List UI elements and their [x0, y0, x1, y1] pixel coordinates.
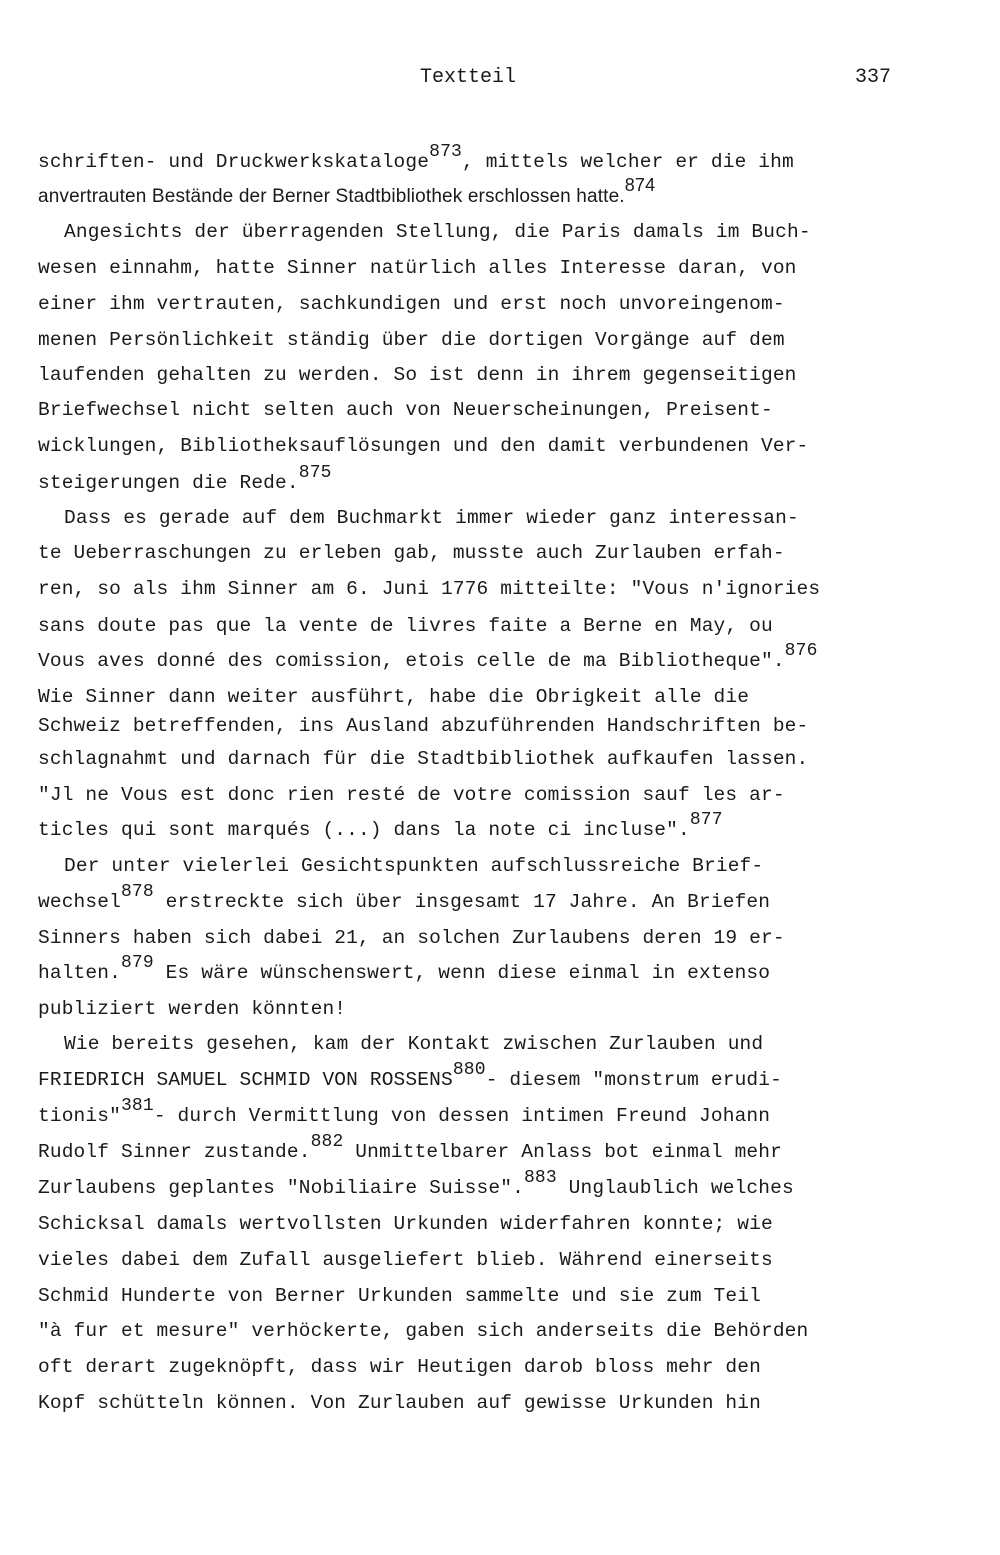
text-line: Dass es gerade auf dem Buchmarkt immer wieder ganz interessan-: [64, 507, 799, 529]
text-line: Schmid Hunderte von Berner Urkunden sammelte und sie zum Teil: [38, 1285, 761, 1307]
text-line: Der unter vielerlei Gesichtspunkten aufschlussreiche Brief-: [64, 855, 764, 877]
text-line: sans doute pas que la vente de livres faite a Berne en May, ou: [38, 615, 773, 637]
footnote-ref: 381: [120, 1095, 154, 1116]
text-line: Rudolf Sinner zustande.$^{882}$ Unmittelbarer Anlass bot einmal mehr: [38, 1131, 782, 1163]
footnote-ref: 879: [120, 952, 154, 973]
text-line: Wie bereits gesehen, kam der Kontakt zwischen Zurlauben und: [64, 1033, 764, 1055]
text-line: Briefwechsel nicht selten auch von Neuerscheinungen, Preisent-: [38, 399, 773, 421]
text-line: te Ueberraschungen zu erleben gab, musste auch Zurlauben erfah-: [38, 542, 785, 564]
text-line: halten.$^{879}$ Es wäre wünschenswert, wenn diese einmal in extenso: [38, 952, 771, 984]
footnote-ref: 878: [120, 881, 154, 902]
text-line: Schicksal damals wertvollsten Urkunden widerfahren konnte; wie: [38, 1213, 773, 1235]
text-line: wicklungen, Bibliotheksauflösungen und den damit verbundenen Ver-: [38, 435, 809, 457]
text-line: Wie Sinner dann weiter ausführt, habe die Obrigkeit alle die: [38, 686, 750, 708]
text-line: publiziert werden könnten!: [38, 998, 347, 1020]
text-line: Zurlaubens geplantes "Nobiliaire Suisse".$^{883}$ Unglaublich welches: [38, 1167, 794, 1199]
text-line: Kopf schütteln können. Von Zurlauben auf gewisse Urkunden hin: [38, 1392, 761, 1414]
text-line: oft derart zugeknöpft, dass wir Heutigen darob bloss mehr den: [38, 1356, 761, 1378]
text-line: FRIEDRICH SAMUEL SCHMID VON ROSSENS$^{880}$- diesem "monstrum erudi-: [38, 1059, 782, 1091]
text-line: tionis"$^{381}$- durch Vermittlung von dessen intimen Freund Johann: [38, 1095, 771, 1127]
text-line: laufenden gehalten zu werden. So ist denn in ihrem gegenseitigen: [38, 364, 797, 386]
page-number: 337: [855, 66, 892, 89]
text-line: steigerungen die Rede.$^{875}$: [38, 462, 332, 494]
text-line: "à fur et mesure" verhöckerte, gaben sich anderseits die Behörden: [38, 1320, 809, 1342]
text-line: ren, so als ihm Sinner am 6. Juni 1776 mitteilte: "Vous n'ignories: [38, 578, 821, 600]
text-line: anvertrauten Bestände der Berner Stadtbibliothek erschlossen hatte.$^{874}$: [38, 174, 656, 207]
text-line: Vous aves donné des comission, etois celle de ma Bibliotheque".$^{876}$: [38, 640, 818, 672]
footnote-ref: 873: [429, 141, 462, 162]
text-line: einer ihm vertrauten, sachkundigen und erst noch unvoreingenom-: [38, 293, 785, 315]
text-line: menen Persönlichkeit ständig über die dortigen Vorgänge auf dem: [38, 329, 785, 351]
footnote-ref: 875: [298, 462, 332, 483]
running-header-title: Textteil: [420, 66, 517, 89]
text-line: vieles dabei dem Zufall ausgeliefert blieb. Während einerseits: [38, 1249, 773, 1271]
text-line: ticles qui sont marqués (...) dans la note ci incluse".$^{877}$: [38, 809, 723, 841]
text-line: wesen einnahm, hatte Sinner natürlich alles Interesse daran, von: [38, 257, 797, 279]
text-line: Sinners haben sich dabei 21, an solchen Zurlaubens deren 19 er-: [38, 927, 785, 949]
footnote-ref: 882: [310, 1131, 344, 1152]
text-line: wechsel$^{878}$ erstreckte sich über insgesamt 17 Jahre. An Briefen: [38, 881, 771, 913]
footnote-ref: 874: [624, 174, 656, 195]
footnote-ref: 880: [452, 1059, 486, 1080]
text-line: schlagnahmt und darnach für die Stadtbibliothek aufkaufen lassen.: [38, 748, 809, 770]
text-line: schriften- und Druckwerkskataloge$^{873}$, mittels welcher er die ihm: [38, 141, 794, 173]
text-line: Angesichts der überragenden Stellung, die Paris damals im Buch-: [64, 221, 811, 243]
text-line: Schweiz betreffenden, ins Ausland abzuführenden Handschriften be-: [38, 715, 809, 737]
footnote-ref: 876: [784, 640, 818, 661]
text-line: "Jl ne Vous est donc rien resté de votre comission sauf les ar-: [38, 784, 785, 806]
footnote-ref: 877: [689, 809, 723, 830]
footnote-ref: 883: [523, 1167, 557, 1188]
